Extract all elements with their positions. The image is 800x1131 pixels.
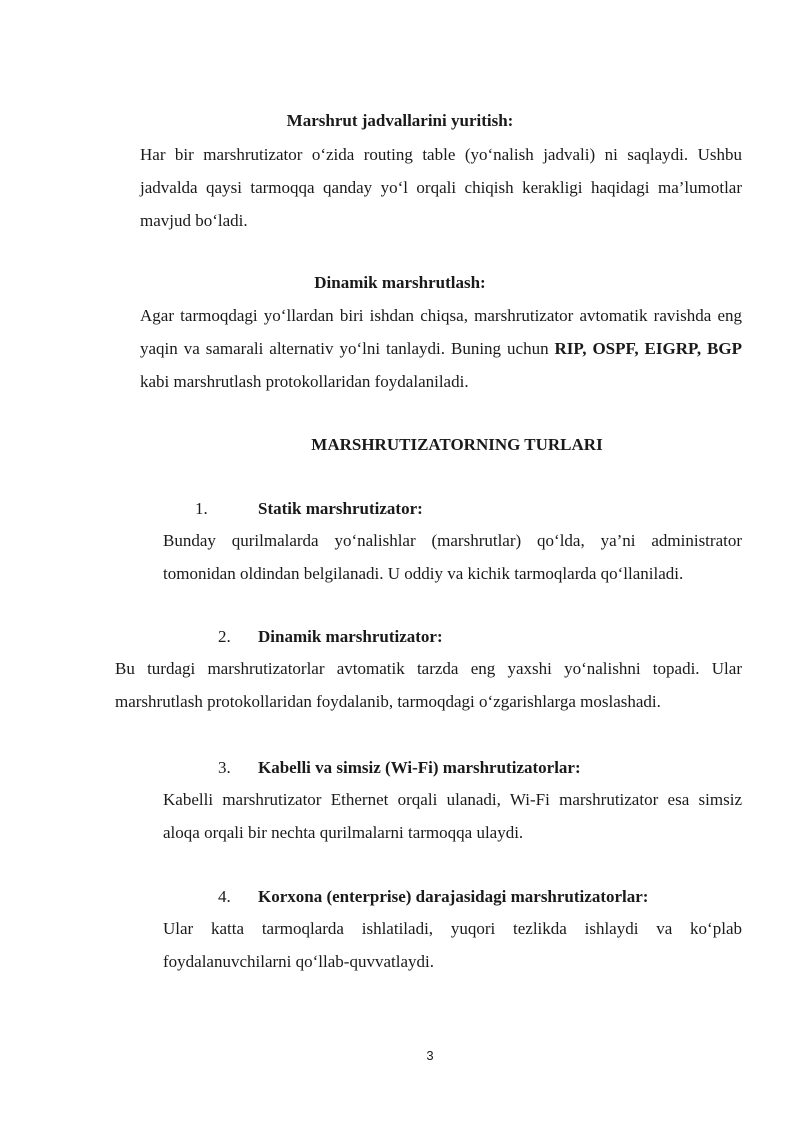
type-2-text: Bu turdagi marshrutizatorlar avtomatik tarzda eng yaxshi yo‘nalishni topadi. Ular marshrutlash protokollaridan foydalanib, tarmoqdagi o‘zgarishlarga moslashadi. [115, 659, 742, 711]
type-2-title: Dinamik marshrutizator: [258, 627, 443, 646]
section-heading-routing-tables: Marshrut jadvallarini yuritish: [286, 111, 514, 130]
paragraph-routing-tables: Har bir marshrutizator o‘zida routing table (yo‘nalish jadvali) ni saqlaydi. Ushbu jadvalda qaysi tarmoqqa qanday yo‘l orqali chiqish kerakligi haqidagi ma’lumotlar mavjud bo‘ladi. [140, 145, 742, 230]
type-3-text: Kabelli marshrutizator Ethernet orqali ulanadi, Wi-Fi marshrutizator esa simsiz aloqa orqali bir nechta qurilmalarni tarmoqqa ulaydi. [163, 790, 742, 842]
section-heading-dynamic-routing: Dinamik marshrutlash: [314, 273, 486, 292]
type-1-text: Bunday qurilmalarda yo‘nalishlar (marshrutlar) qo‘lda, ya’ni administrator tomonidan oldindan belgilanadi. U oddiy va kichik tarmoqlarda qo‘llaniladi. [163, 531, 742, 583]
paragraph-dynamic-routing-start: Agar tarmoqdagi yo‘llardan biri ishdan chiqsa, marshrutizator avtomatik ravishda eng yaqin va samarali alternativ yo‘lni tanlaydi. Buning uchun [140, 306, 742, 358]
type-4-number: 4. [218, 887, 231, 906]
type-2-number: 2. [218, 627, 231, 646]
routing-protocols: RIP, OSPF, EIGRP, BGP [554, 339, 743, 358]
page-number: 3 [426, 1048, 434, 1063]
type-3-title: Kabelli va simsiz (Wi-Fi) marshrutizatorlar: [258, 758, 581, 777]
paragraph-dynamic-routing [140, 299, 742, 398]
type-1-title: Statik marshrutizator: [258, 499, 423, 518]
paragraph-dynamic-routing-end: kabi marshrutlash protokollaridan foydalaniladi. [140, 372, 469, 391]
type-3-number: 3. [218, 758, 231, 777]
main-heading-router-types: MARSHRUTIZATORNING TURLARI [311, 435, 603, 454]
type-1-number: 1. [195, 499, 208, 518]
type-4-title: Korxona (enterprise) darajasidagi marshrutizatorlar: [258, 887, 649, 906]
type-4-text: Ular katta tarmoqlarda ishlatiladi, yuqori tezlikda ishlaydi va ko‘plab foydalanuvchilarni qo‘llab-quvvatlaydi. [163, 919, 742, 971]
